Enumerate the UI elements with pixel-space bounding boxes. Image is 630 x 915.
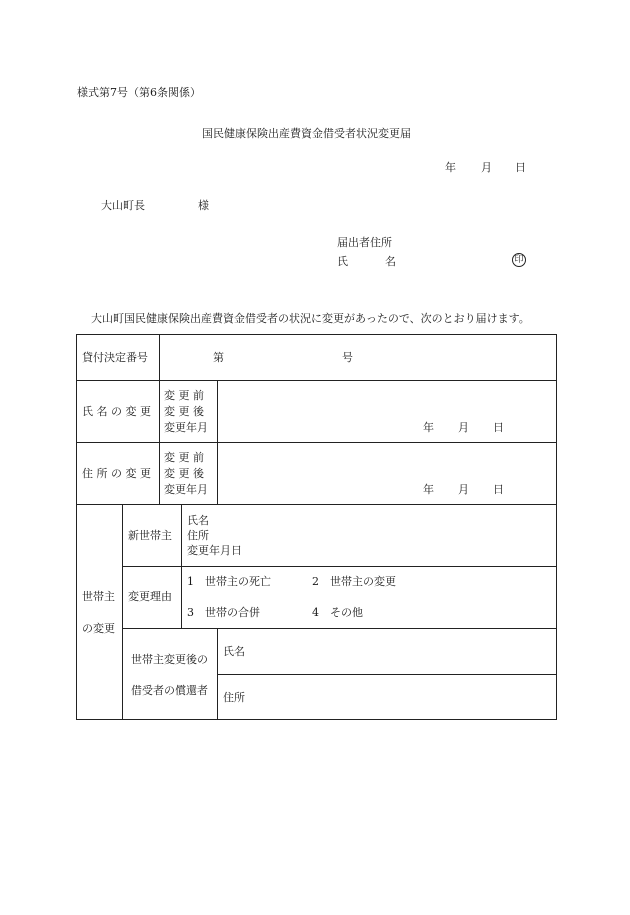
name-change-label: 氏 名 の 変 更 [82,405,151,418]
applicant-name-label-1: 氏 [337,255,348,268]
rule [217,674,557,675]
reason-item: 2 世帯主の変更 [312,575,396,588]
rule [159,334,160,504]
rule [181,504,182,628]
rule [122,628,557,629]
address-change-before: 変 更 前 [164,451,204,464]
new-head-field-date: 変更年月日 [187,544,242,557]
loan-number-suffix: 号 [342,351,353,364]
address-change-after: 変 更 後 [164,467,204,480]
date-day: 日 [515,161,526,174]
rule [76,504,557,505]
new-head-label: 新世帯主 [128,529,172,542]
repayer-address-label: 住所 [223,691,245,704]
applicant-name-label-2: 名 [385,255,396,268]
address-change-day: 日 [493,483,504,496]
name-change-day: 日 [493,421,504,434]
repayer-name-label: 氏名 [223,645,245,658]
repayer-label-line1: 世帯主変更後の [131,653,208,666]
rule [76,442,557,443]
address-change-year: 年 [423,483,434,496]
rule [122,504,123,720]
address-change-label: 住 所 の 変 更 [82,467,151,480]
repayer-label-line2: 借受者の償還者 [131,684,208,697]
rule [217,628,218,720]
name-change-month: 月 [458,421,469,434]
name-change-after: 変 更 後 [164,405,204,418]
name-change-year: 年 [423,421,434,434]
address-change-month: 月 [458,483,469,496]
document-title: 国民健康保険出産費資金借受者状況変更届 [202,127,411,140]
form-number: 様式第7号（第6条関係） [77,86,201,99]
intro-text: 大山町国民健康保険出産費資金借受者の状況に変更があったので、次のとおり届けます。 [91,312,530,325]
loan-number-label: 貸付決定番号 [82,351,148,364]
applicant-address-label: 届出者住所 [337,236,392,249]
head-change-label-line2: の変更 [82,622,115,635]
date-year: 年 [445,161,456,174]
new-head-field-address: 住所 [187,529,209,542]
reason-item: 4 その他 [312,606,363,619]
date-month: 月 [481,161,492,174]
rule [217,380,218,504]
seal-mark: 印 [512,253,526,267]
reason-item: 3 世帯の合併 [187,606,260,619]
name-change-date-label: 変更年月 [164,421,208,434]
head-change-label-line1: 世帯主 [82,590,115,603]
rule [122,566,557,567]
name-change-before: 変 更 前 [164,389,204,402]
rule [76,380,557,381]
new-head-field-name: 氏名 [187,514,209,527]
loan-number-prefix: 第 [213,351,224,364]
reason-label: 変更理由 [128,590,172,603]
addressee-honorific: 様 [198,199,209,212]
address-change-date-label: 変更年月 [164,483,208,496]
reason-item: 1 世帯主の死亡 [187,575,271,588]
addressee-name: 大山町長 [101,199,145,212]
